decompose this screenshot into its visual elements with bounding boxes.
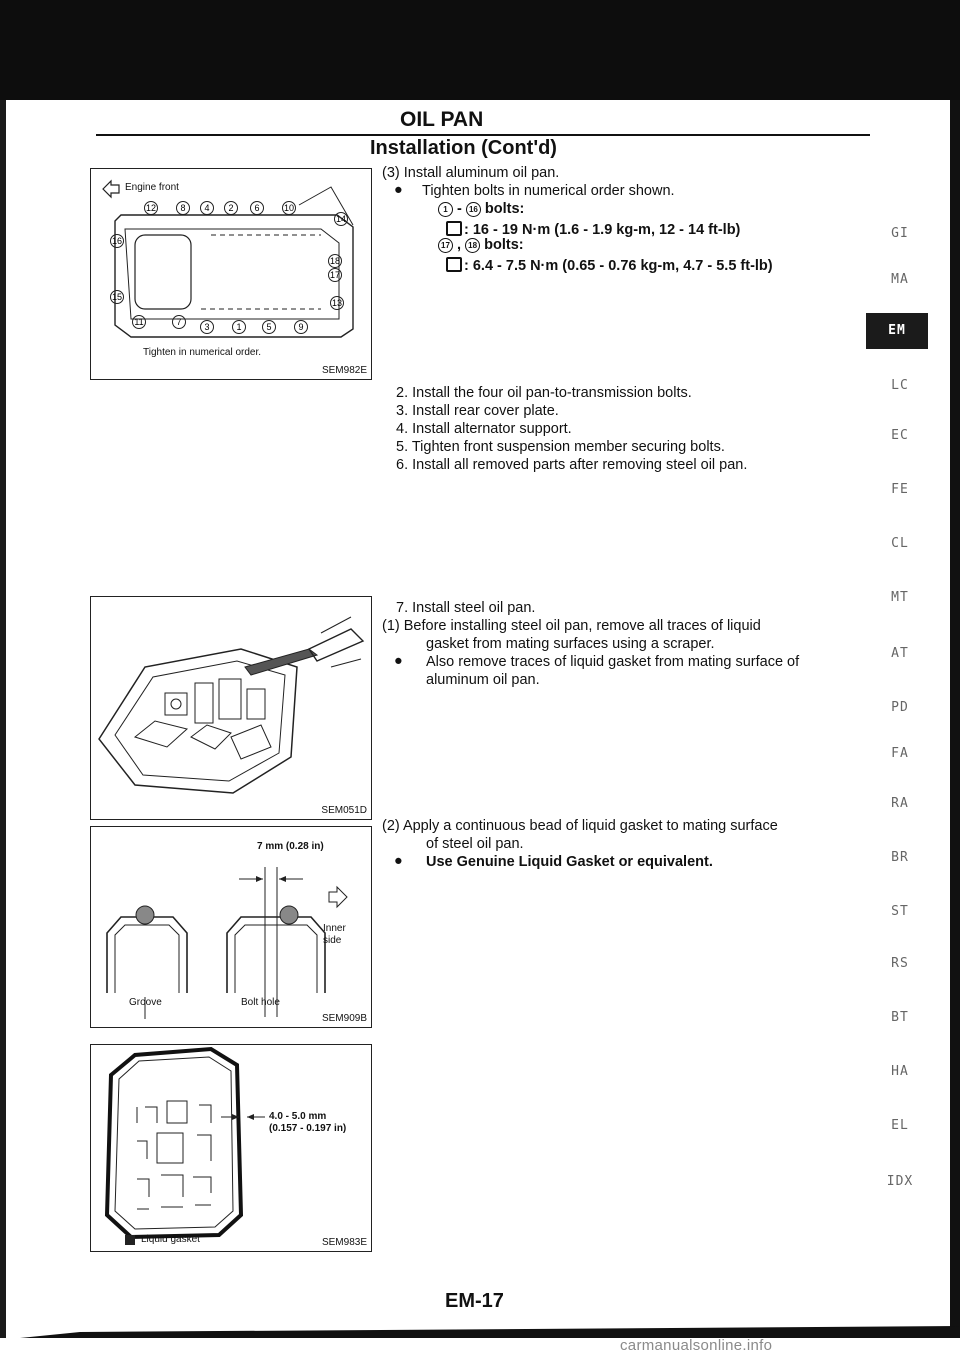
side-index-fe[interactable]: FE	[891, 482, 909, 497]
svg-text:16: 16	[111, 236, 123, 246]
gasket-dim-in: (0.157 - 0.197 in)	[269, 1123, 347, 1134]
figure-caption: Tighten in numerical order.	[143, 347, 262, 358]
bullet: ●	[394, 853, 403, 869]
page-number: EM-17	[445, 1290, 504, 1312]
side-index-pd[interactable]: PD	[891, 700, 909, 715]
torque-wrench-icon	[446, 257, 462, 272]
step-2: 2. Install the four oil pan-to-transmission bolts.	[396, 385, 692, 401]
engine-front-label: Engine front	[125, 182, 179, 193]
side-index-br[interactable]: BR	[891, 850, 909, 865]
bolt-hole-label: Bolt hole	[241, 997, 280, 1008]
bolt-number-badge: 17	[438, 238, 453, 253]
svg-text:17: 17	[329, 270, 341, 280]
side-index-em[interactable]: EM	[866, 313, 928, 349]
page-subtitle: Installation (Cont'd)	[370, 137, 557, 159]
svg-text:12: 12	[145, 203, 157, 213]
gasket-dim-mm: 4.0 - 5.0 mm	[269, 1111, 327, 1122]
substep-1-line1: (1) Before installing steel oil pan, remove all traces of liquid	[382, 618, 761, 634]
bullet: ●	[394, 653, 403, 669]
watermark: carmanualsonline.info	[620, 1337, 773, 1354]
svg-text:2: 2	[228, 203, 234, 213]
groove-label: Groove	[129, 997, 162, 1008]
step-7: 7. Install steel oil pan.	[396, 600, 536, 616]
svg-text:4: 4	[204, 203, 210, 213]
svg-text:7: 7	[176, 317, 182, 327]
left-scan-border	[0, 100, 6, 1340]
svg-text:14: 14	[335, 214, 347, 224]
svg-text:11: 11	[134, 317, 144, 327]
svg-text:18: 18	[329, 256, 341, 266]
svg-text:9: 9	[298, 322, 304, 332]
substep-2-line2: of steel oil pan.	[426, 836, 524, 852]
inner-label: Inner	[323, 923, 346, 934]
svg-text:1: 1	[236, 322, 242, 332]
bullet-remove-traces-line2: aluminum oil pan.	[426, 672, 540, 688]
figure-code: SEM051D	[321, 805, 367, 816]
torque-value: : 6.4 - 7.5 N·m (0.65 - 0.76 kg-m, 4.7 - 5.5 ft-lb)	[464, 258, 773, 274]
side-index-mt[interactable]: MT	[891, 590, 909, 605]
svg-text:5: 5	[266, 322, 272, 332]
bolt-number-badge: 1	[438, 202, 453, 217]
torque-value: : 16 - 19 N·m (1.6 - 1.9 kg-m, 12 - 14 ft-lb)	[464, 222, 741, 238]
bead-width-label: 7 mm (0.28 in)	[257, 841, 324, 852]
svg-text:13: 13	[331, 298, 343, 308]
side-index-lc[interactable]: LC	[891, 378, 909, 393]
side-index-fa[interactable]: FA	[891, 746, 909, 761]
bullet-remove-traces-line1: Also remove traces of liquid gasket from mating surface of	[426, 654, 800, 670]
figure-code: SEM909B	[321, 1013, 367, 1024]
section-title: OIL PAN	[400, 108, 484, 131]
top-scan-border	[0, 0, 960, 100]
figure-gasket-bead	[90, 826, 372, 1028]
svg-text:3: 3	[204, 322, 210, 332]
title-rule	[96, 134, 870, 136]
substep-1-line2: gasket from mating surfaces using a scraper.	[426, 636, 715, 652]
side-index-gi[interactable]: GI	[891, 226, 909, 241]
scraper-illustration	[91, 597, 371, 819]
figure-bolt-order	[90, 168, 372, 380]
side-index-at[interactable]: AT	[891, 646, 909, 661]
bottom-strip	[0, 1338, 960, 1358]
side-index-st[interactable]: ST	[891, 904, 909, 919]
bullet-genuine-gasket: Use Genuine Liquid Gasket or equivalent.	[426, 854, 713, 870]
side-index-el[interactable]: EL	[891, 1118, 909, 1133]
side-index-idx[interactable]: IDX	[886, 1174, 914, 1189]
torque-wrench-icon	[446, 221, 462, 236]
figure-code: SEM982E	[321, 365, 367, 376]
side-index-ma[interactable]: MA	[891, 272, 909, 287]
right-scan-border	[950, 100, 960, 1340]
side-index-ec[interactable]: EC	[891, 428, 909, 443]
bolts-range-a: 1 - 16 bolts:	[438, 201, 524, 218]
bolt-number-badge: 16	[466, 202, 481, 217]
side-index-ha[interactable]: HA	[891, 1064, 909, 1079]
bolts-label: bolts:	[484, 237, 524, 253]
side-index-rs[interactable]: RS	[891, 956, 909, 971]
figure-code: SEM983E	[321, 1237, 367, 1248]
figure-gasket-application	[90, 1044, 372, 1252]
substep-2-line1: (2) Apply a continuous bead of liquid gasket to mating surface	[382, 818, 778, 834]
side-index-bt[interactable]: BT	[891, 1010, 909, 1025]
liquid-gasket-legend: Liquid gasket	[141, 1234, 200, 1245]
svg-text:15: 15	[111, 292, 123, 302]
bolt-number-badge: 18	[465, 238, 480, 253]
step-4: 4. Install alternator support.	[396, 421, 572, 437]
side-index-cl[interactable]: CL	[891, 536, 909, 551]
substep-3: (3) Install aluminum oil pan.	[382, 165, 560, 181]
torque-spec-a	[446, 219, 740, 239]
figure-scraper	[90, 596, 372, 820]
bullet: ●	[394, 182, 403, 198]
bullet-tighten-bolts: Tighten bolts in numerical order shown.	[422, 183, 675, 199]
torque-spec-b	[446, 255, 773, 275]
side-index-ra[interactable]: RA	[891, 796, 909, 811]
step-6: 6. Install all removed parts after removing steel oil pan.	[396, 457, 748, 473]
gasket-application-diagram	[91, 1045, 371, 1251]
svg-text:8: 8	[180, 203, 186, 213]
bolts-range-b: 17 , 18 bolts:	[438, 237, 524, 254]
step-5: 5. Tighten front suspension member securing bolts.	[396, 439, 725, 455]
svg-text:10: 10	[283, 203, 295, 213]
step-3: 3. Install rear cover plate.	[396, 403, 559, 419]
side-label: side	[323, 935, 342, 946]
bolts-label: bolts:	[484, 201, 525, 217]
svg-text:6: 6	[254, 203, 260, 213]
